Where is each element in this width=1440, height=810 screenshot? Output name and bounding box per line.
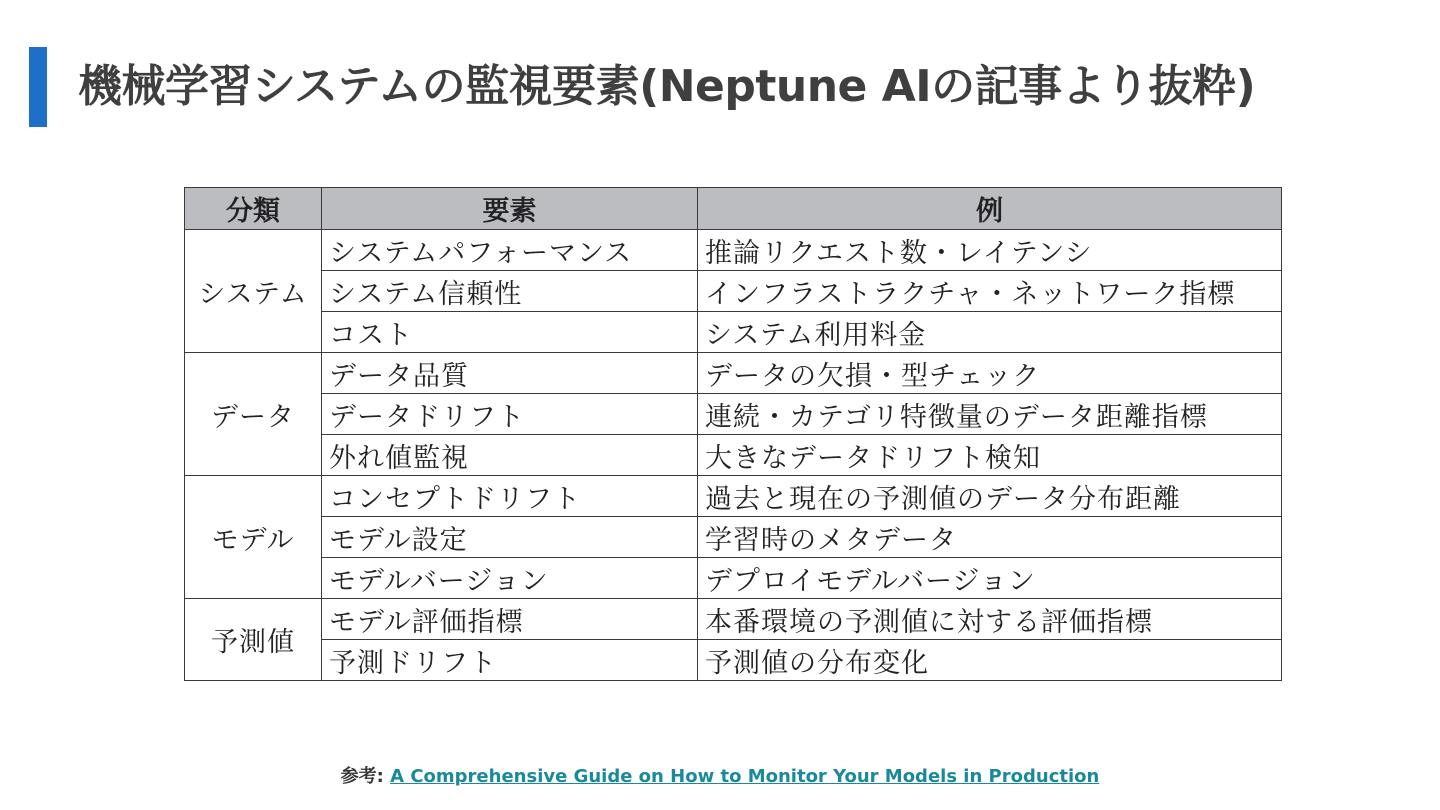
slide-title: 機械学習システムの監視要素(Neptune AIの記事より抜粋)	[78, 61, 1256, 112]
title-accent-bar	[29, 47, 47, 127]
table-row	[185, 517, 1282, 558]
table-row	[185, 353, 1282, 394]
category-cell: データ	[185, 353, 322, 476]
header-element: 要素	[322, 188, 698, 230]
table-row	[185, 312, 1282, 353]
element-cell: 予測ドリフト	[322, 640, 698, 681]
table-row	[185, 394, 1282, 435]
element-cell: コンセプトドリフト	[322, 476, 698, 517]
example-cell: 予測値の分布変化	[698, 640, 1282, 681]
element-cell: モデルバージョン	[322, 558, 698, 599]
monitoring-elements-table	[184, 187, 1282, 681]
table-header-row	[185, 188, 1282, 230]
example-cell: システム利用料金	[698, 312, 1282, 353]
table-row	[185, 230, 1282, 271]
reference-label: 参考:	[340, 766, 391, 787]
element-cell: データドリフト	[322, 394, 698, 435]
category-cell: モデル	[185, 476, 322, 599]
table-row	[185, 271, 1282, 312]
example-cell: デプロイモデルバージョン	[698, 558, 1282, 599]
table-row	[185, 435, 1282, 476]
element-cell: モデル評価指標	[322, 599, 698, 640]
header-category: 分類	[185, 188, 322, 230]
element-cell: システムパフォーマンス	[322, 230, 698, 271]
table-row	[185, 599, 1282, 640]
element-cell: データ品質	[322, 353, 698, 394]
category-cell: システム	[185, 230, 322, 353]
example-cell: 連続・カテゴリ特徴量のデータ距離指標	[698, 394, 1282, 435]
element-cell: システム信頼性	[322, 271, 698, 312]
header-example: 例	[698, 188, 1282, 230]
reference-line	[0, 762, 1440, 788]
reference-link[interactable]: A Comprehensive Guide on How to Monitor Your Models in Production	[390, 766, 1100, 787]
element-cell: コスト	[322, 312, 698, 353]
table-row	[185, 640, 1282, 681]
example-cell: 推論リクエスト数・レイテンシ	[698, 230, 1282, 271]
category-cell: 予測値	[185, 599, 322, 681]
example-cell: 本番環境の予測値に対する評価指標	[698, 599, 1282, 640]
table-row	[185, 476, 1282, 517]
element-cell: 外れ値監視	[322, 435, 698, 476]
example-cell: 大きなデータドリフト検知	[698, 435, 1282, 476]
example-cell: データの欠損・型チェック	[698, 353, 1282, 394]
element-cell: モデル設定	[322, 517, 698, 558]
example-cell: 学習時のメタデータ	[698, 517, 1282, 558]
example-cell: インフラストラクチャ・ネットワーク指標	[698, 271, 1282, 312]
table-row	[185, 558, 1282, 599]
example-cell: 過去と現在の予測値のデータ分布距離	[698, 476, 1282, 517]
